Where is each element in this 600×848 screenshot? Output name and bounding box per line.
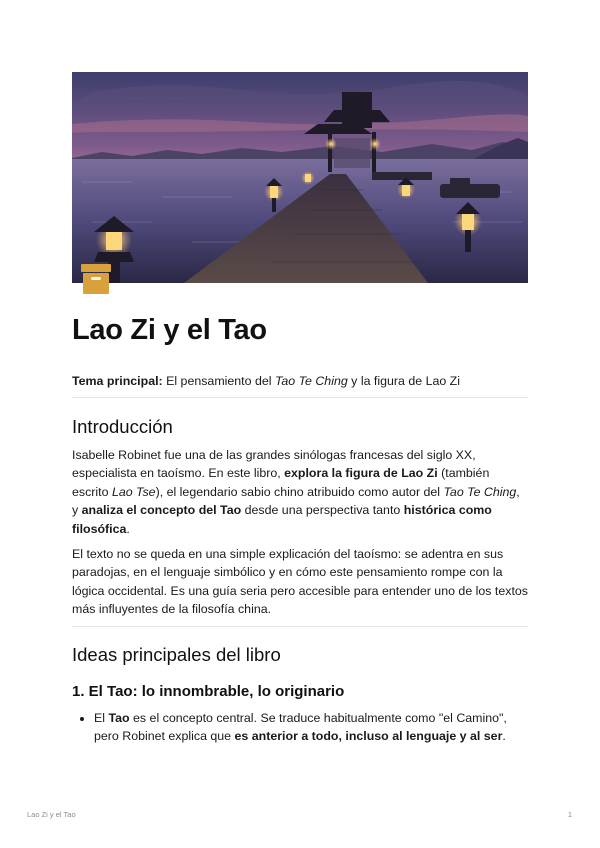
archive-box-icon[interactable]	[81, 264, 111, 294]
document-content	[72, 306, 528, 745]
topic-text-end: y la figura de Lao Zi	[347, 374, 461, 388]
topic-line	[72, 372, 528, 390]
text-run: .	[502, 729, 506, 744]
bold-run: analiza el concepto del Tao	[81, 503, 242, 518]
section-1-heading: 1. El Tao: lo innombrable, lo originario	[72, 682, 345, 700]
text-run: es el concepto central. Se traduce habitualmente como "el Camino", pero Robinet explica que	[94, 710, 507, 744]
italic-run: Tao Te Ching	[443, 484, 517, 499]
divider	[72, 626, 528, 627]
topic-italic: Tao Te Ching	[274, 374, 348, 388]
text-run: ), el legendario sabio chino atribuido como autor del	[155, 484, 444, 499]
ideas-heading: Ideas principales del libro	[72, 643, 281, 665]
list-item	[94, 709, 528, 746]
text-run: Isabelle Robinet fue una de las grandes sinólogas francesas del siglo XX, especialista en taoísmo. En este libro,	[72, 448, 476, 481]
cover-image	[72, 72, 528, 283]
bold-run: Tao	[108, 710, 130, 725]
text-run: El	[94, 710, 109, 725]
text-run: (también escrito	[72, 466, 490, 499]
bold-run: histórica como filosófica	[72, 503, 492, 536]
text-run: , y	[72, 484, 520, 518]
section-1-list	[72, 709, 528, 746]
intro-paragraph-2: El texto no se queda en una simple explicación del taoísmo: se adentra en sus paradojas, en el lenguaje simbólico y en cómo este pensamiento rompe con la lógica occidental. Es una guía seria pero accesible para entender uno de los textos más influyentes de la filosofía china.	[72, 547, 528, 617]
topic-text: El pensamiento del	[162, 374, 275, 388]
divider	[72, 397, 528, 398]
intro-heading: Introducción	[72, 416, 173, 437]
footer-title: Lao Zi y el Tao	[27, 810, 76, 819]
text-run: .	[126, 521, 130, 536]
text-run: desde una perspectiva tanto	[241, 503, 404, 518]
page-number: 1	[567, 810, 572, 819]
bold-run: explora la figura de Lao Zi	[284, 466, 438, 481]
italic-run: Lao Tse	[111, 484, 156, 499]
page-title: Lao Zi y el Tao	[72, 314, 267, 346]
topic-label: Tema principal:	[72, 374, 163, 388]
bold-run: es anterior a todo, incluso al lenguaje y al ser	[234, 729, 503, 744]
intro-paragraph-1	[72, 446, 528, 538]
